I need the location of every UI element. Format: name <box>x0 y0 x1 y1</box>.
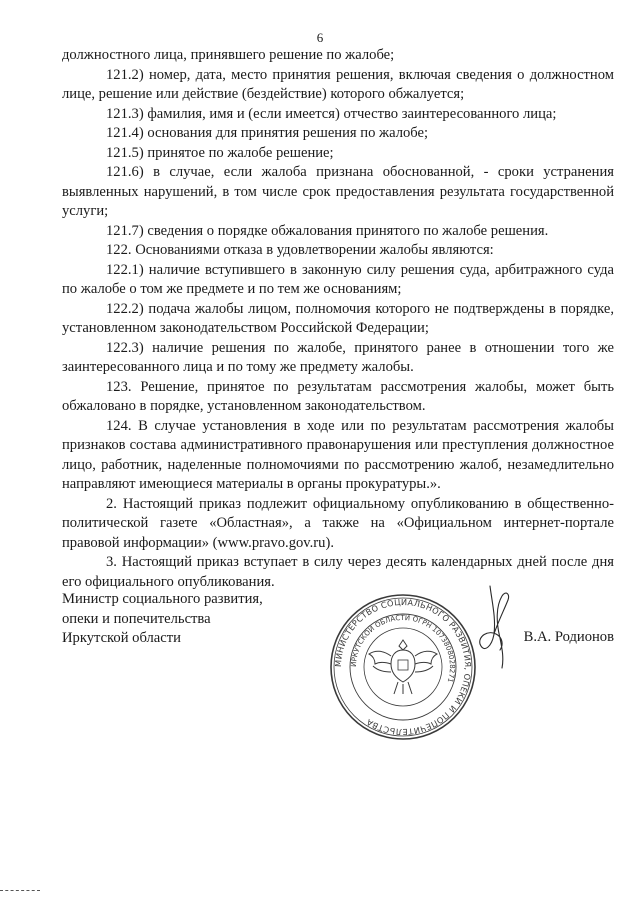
paragraph: 122.2) подача жалобы лицом, полномочия которого не подтверждены в порядке, установленном законодательством Российской Федерации; <box>62 300 614 336</box>
signatory-position-line: Министр социального развития, <box>62 591 263 607</box>
paragraph: 121.4) основания для принятия решения по жалобе; <box>106 125 429 141</box>
seal-outer-text: МИНИСТЕРСТВО СОЦИАЛЬНОГО РАЗВИТИЯ, ОПЕКИ И ПОПЕЧИТЕЛЬСТВА <box>332 596 474 738</box>
signatory-position-line: Иркутской области <box>62 630 181 646</box>
paragraph: 121.3) фамилия, имя и (если имеется) отчество заинтересованного лица; <box>106 105 557 122</box>
paragraph: 122.3) наличие решения по жалобе, принятого ранее в отношении того же заинтересованного лица и по тому же предмету жалобы. <box>62 339 614 375</box>
paragraph: 2. Настоящий приказ подлежит официальному опубликованию в общественно-политической газете «Областная», а также на «Официальном интернет-портале правовой информации» (www.pravo.gov.ru). <box>62 495 614 551</box>
svg-text:ИРКУТСКОЙ ОБЛАСТИ ОГРН 1073808 <box>350 614 456 684</box>
signatory-position <box>62 590 263 649</box>
paragraph: 122.1) наличие вступившего в законную силу решения суда, арбитражного суда по жалобе о том же предмете и по тем же основаниям; <box>62 261 614 297</box>
paragraph: 124. В случае установления в ходе или по результатам рассмотрения жалобы признаков состава административного правонарушения или преступления должностное лицо, работник, наделенные полномочиями по рассмотрению жалоб, незамедлительно направляют имеющиеся материалы в органы прокуратуры.». <box>62 417 614 492</box>
paragraph: должностного лица, принявшего решение по жалобе; <box>62 47 395 63</box>
seal-inner-text: ИРКУТСКОЙ ОБЛАСТИ ОГРН 1073808028271 <box>349 613 457 684</box>
signatory-name: В.А. Родионов <box>523 629 614 645</box>
paragraph: 123. Решение, принятое по результатам рассмотрения жалобы, может быть обжаловано в порядке, установленном законодательством. <box>62 378 614 414</box>
official-seal <box>328 592 478 742</box>
paragraph: 121.7) сведения о порядке обжалования принятого по жалобе решения. <box>106 222 549 239</box>
footer-line <box>0 890 40 891</box>
paragraph: 121.6) в случае, если жалоба признана обоснованной, - сроки устранения выявленных нарушений, в том числе срок предоставления результата государственной услуги; <box>62 164 614 219</box>
handwritten-signature <box>470 582 520 672</box>
paragraph: 121.5) принятое по жалобе решение; <box>106 144 334 161</box>
paragraph: 122. Основаниями отказа в удовлетворении жалобы являются: <box>106 242 494 258</box>
paragraph: 121.2) номер, дата, место принятия решения, включая сведения о должностном лице, решение или действие (бездействие) которого обжалуется; <box>62 66 614 102</box>
paragraph: 3. Настоящий приказ вступает в силу через десять календарных дней после дня его официального опубликования. <box>62 554 614 590</box>
document-body <box>62 46 614 592</box>
signatory-position-line: опеки и попечительства <box>62 610 211 627</box>
page-number: 6 <box>316 30 324 45</box>
coat-of-arms-icon <box>369 640 437 694</box>
